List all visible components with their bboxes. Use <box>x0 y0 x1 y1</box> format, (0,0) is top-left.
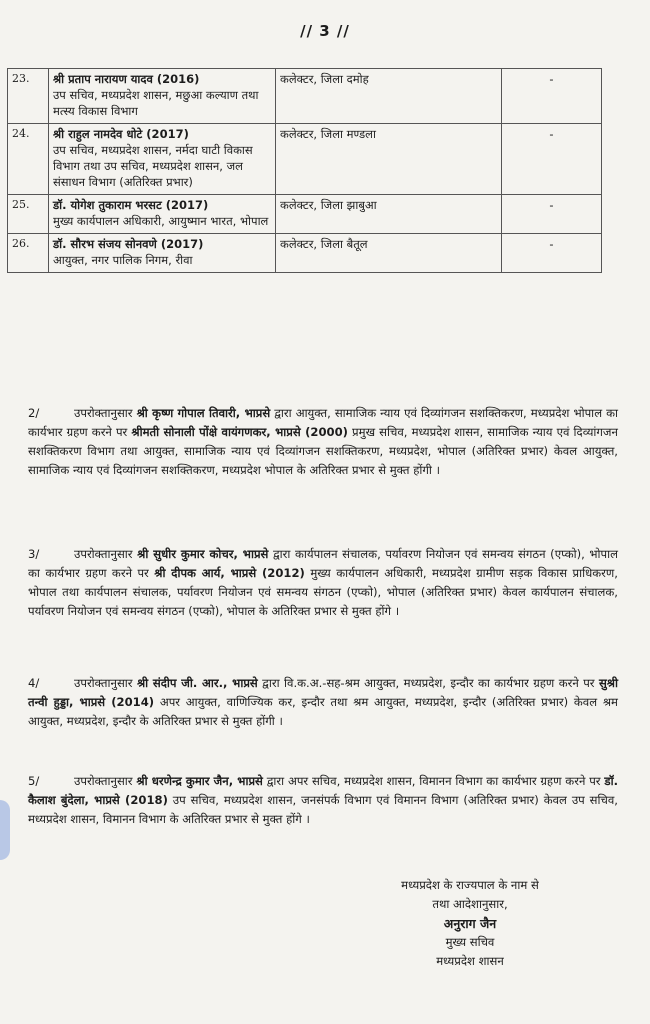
serial-number: 25. <box>8 195 49 234</box>
officer-name: श्री प्रताप नारायण यादव (2016) <box>53 72 200 86</box>
table-row <box>8 124 602 195</box>
table-row <box>8 195 602 234</box>
officer-cell <box>49 69 276 124</box>
signature-line-1: मध्यप्रदेश के राज्यपाल के नाम से <box>401 878 539 892</box>
paragraph-3 <box>28 545 618 621</box>
paragraph-text: उपरोक्तानुसार <box>74 774 137 788</box>
paragraph-text: उपरोक्तानुसार <box>74 676 137 690</box>
officer-name: श्री कृष्ण गोपाल तिवारी, भाप्रसे <box>136 406 271 420</box>
serial-number: 24. <box>8 124 49 195</box>
signature-line-2: तथा आदेशानुसार, <box>432 897 508 911</box>
serial-number: 23. <box>8 69 49 124</box>
signature-block <box>340 876 600 971</box>
table-row <box>8 69 602 124</box>
paragraph-text: उप सचिव, मध्यप्रदेश शासन, जनसंपर्क विभाग एवं विमानन विभाग (अतिरिक्त प्रभार) केवल उप सचिव, मध्यप्रदेश शासन, विमानन विभाग के अतिरिक्त प्रभार से मुक्त होंगे । <box>28 793 618 826</box>
current-post: उप सचिव, मध्यप्रदेश शासन, नर्मदा घाटी विकास विभाग तथा उप सचिव, मध्यप्रदेश शासन, जल संसाधन विभाग (अतिरिक्त प्रभार) <box>53 143 253 189</box>
new-post: कलेक्टर, जिला बैतूल <box>276 234 502 273</box>
paragraph-text: अपर आयुक्त, वाणिज्यिक कर, इन्दौर तथा श्रम आयुक्त, मध्यप्रदेश, इन्दौर (अतिरिक्त प्रभार) केवल श्रम आयुक्त, मध्यप्रदेश, इन्दौर के अतिरिक्त प्रभार से मुक्त होंगी । <box>28 695 618 728</box>
paragraph-text: उपरोक्तानुसार <box>74 406 137 420</box>
paragraph-number: 2/ <box>28 406 40 420</box>
posting-table <box>7 68 602 273</box>
officer-name: श्री दीपक आर्य, भाप्रसे (2012) <box>154 566 305 580</box>
officer-name: श्री संदीप जी. आर., भाप्रसे <box>136 676 258 690</box>
ink-stain <box>0 800 10 860</box>
paragraph-number: 4/ <box>28 676 40 690</box>
officer-name: डॉ. सौरभ संजय सोनवणे (2017) <box>53 237 204 251</box>
signer-name: अनुराग जैन <box>443 916 497 931</box>
table-row <box>8 234 602 273</box>
paragraph-text: उपरोक्तानुसार <box>74 547 138 561</box>
new-post: कलेक्टर, जिला झाबुआ <box>276 195 502 234</box>
current-post: मुख्य कार्यपालन अधिकारी, आयुष्मान भारत, भोपाल <box>53 214 269 228</box>
serial-number: 26. <box>8 234 49 273</box>
officer-name: श्री सुधीर कुमार कोचर, भाप्रसे <box>137 547 269 561</box>
officer-name: श्रीमती सोनाली पोंक्षे वायंगणकर, भाप्रसे (2000) <box>131 425 348 439</box>
paragraph-text: द्वारा आयुक्त, सामाजिक न्याय एवं दिव्यांगजन सशक्तिकरण, मध्यप्रदेश भोपाल का कार्यभार ग्रहण करने पर <box>28 406 619 439</box>
paragraph-number: 5/ <box>28 774 40 788</box>
paragraph-text: मुख्य कार्यपालन अधिकारी, मध्यप्रदेश ग्रामीण सड़क विकास प्राधिकरण, भोपाल तथा कार्यपालन संचालक, पर्यावरण नियोजन एवं समन्वय संगठन (एप्को), भोपाल (अतिरिक्त प्रभार) केवल कार्यपालन संचालक, पर्यावरण नियोजन एवं समन्वय संगठन (एप्को), भोपाल के अतिरिक्त प्रभार से मुक्त होंगे । <box>28 566 618 618</box>
signer-title: मुख्य सचिव <box>445 935 495 949</box>
officer-name: डॉ. कैलाश बुंदेला, भाप्रसे (2018) <box>28 774 618 807</box>
paragraph-text: द्वारा अपर सचिव, मध्यप्रदेश शासन, विमानन विभाग का कार्यभार ग्रहण करने पर <box>262 774 605 788</box>
current-post: आयुक्त, नगर पालिक निगम, रीवा <box>53 253 193 267</box>
remark: - <box>502 124 602 195</box>
paragraph-4 <box>28 674 618 731</box>
officer-cell <box>49 195 276 234</box>
remark: - <box>502 234 602 273</box>
officer-cell <box>49 124 276 195</box>
officer-name: श्री धरणेन्द्र कुमार जैन, भाप्रसे <box>136 774 263 788</box>
new-post: कलेक्टर, जिला मण्डला <box>276 124 502 195</box>
signer-office: मध्यप्रदेश शासन <box>436 954 504 968</box>
paragraph-5 <box>28 772 618 829</box>
current-post: उप सचिव, मध्यप्रदेश शासन, मछुआ कल्याण तथा मत्स्य विकास विभाग <box>53 88 259 118</box>
remark: - <box>502 69 602 124</box>
officer-name: श्री राहुल नामदेव धोटे (2017) <box>53 127 189 141</box>
remark: - <box>502 195 602 234</box>
officer-cell <box>49 234 276 273</box>
new-post: कलेक्टर, जिला दमोह <box>276 69 502 124</box>
paragraph-text: प्रमुख सचिव, मध्यप्रदेश शासन, सामाजिक न्याय एवं दिव्यांगजन सशक्तिकरण विभाग तथा आयुक्त, सामाजिक न्याय एवं दिव्यांगजन सशक्तिकरण, मध्यप्रदेश, भोपाल (अतिरिक्त प्रभार) केवल आयुक्त, सामाजिक न्याय एवं दिव्यांगजन सशक्तिकरण, मध्यप्रदेश भोपाल के अतिरिक्त प्रभार से मुक्त होंगी । <box>28 425 618 477</box>
paragraph-text: द्वारा वि.क.अ.-सह-श्रम आयुक्त, मध्यप्रदेश, इन्दौर का कार्यभार ग्रहण करने पर <box>257 676 599 690</box>
paragraph-2 <box>28 404 618 480</box>
officer-name: डॉ. योगेश तुकाराम भरसट (2017) <box>53 198 209 212</box>
paragraph-text: द्वारा कार्यपालन संचालक, पर्यावरण नियोजन एवं समन्वय संगठन (एप्को), भोपाल का कार्यभार ग्रहण करने पर <box>28 547 618 580</box>
page-number: // 3 // <box>300 22 350 40</box>
officer-name: सुश्री तन्वी हुड्डा, भाप्रसे (2014) <box>28 676 618 709</box>
paragraph-number: 3/ <box>28 547 40 561</box>
